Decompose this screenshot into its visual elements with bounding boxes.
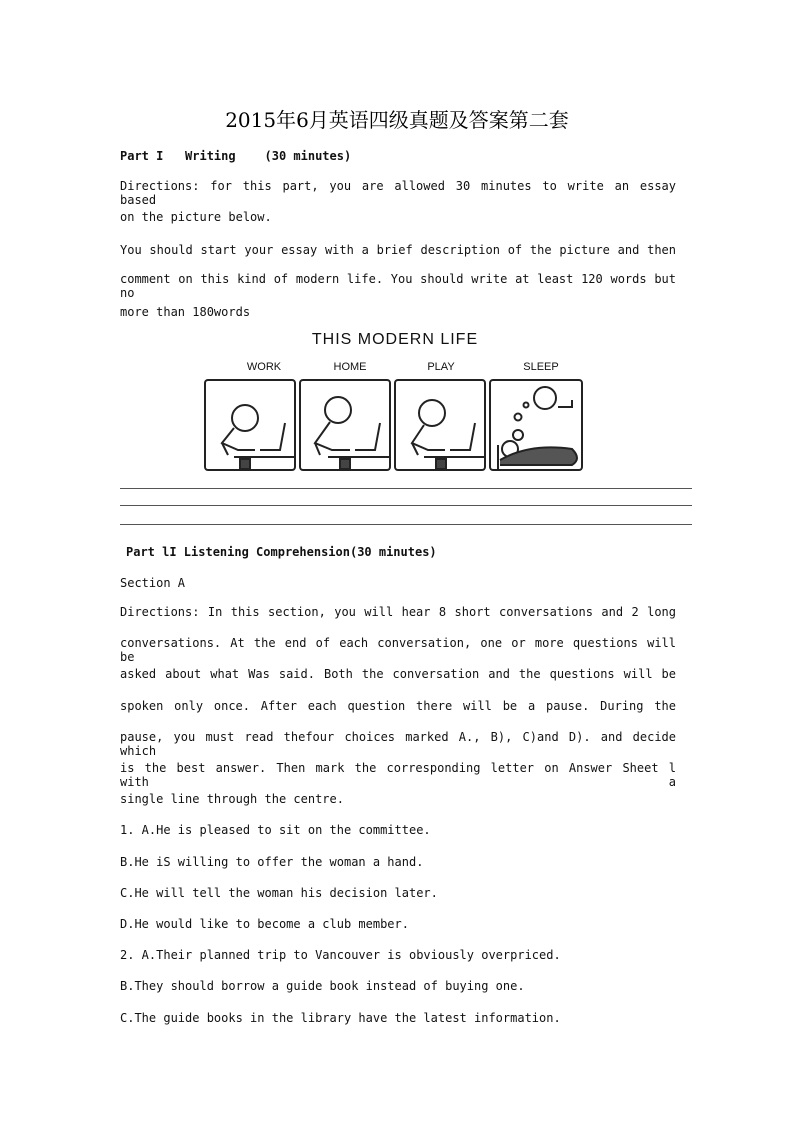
question-1-option-b: B.He iS willing to offer the woman a hand. xyxy=(120,855,424,869)
panel-label-play: PLAY xyxy=(427,361,455,373)
directions-2-line-2: comment on this kind of modern life. You should write at least 120 words but no xyxy=(120,272,676,300)
directions-3-line-3: asked about what Was said. Both the conversation and the questions will be xyxy=(120,667,676,681)
question-1-option-a: 1. A.He is pleased to sit on the committee. xyxy=(120,823,431,837)
this-modern-life-comic xyxy=(200,325,590,480)
panel-label-work: WORK xyxy=(246,361,282,373)
panel-sleep xyxy=(490,380,582,470)
directions-3-line-2: conversations. At the end of each conversation, one or more questions will be xyxy=(120,636,676,664)
directions-3-line-1: Directions: In this section, you will hear 8 short conversations and 2 long xyxy=(120,605,676,619)
directions-2-line-3: more than 180words xyxy=(120,305,251,319)
panel-play xyxy=(395,380,485,470)
panel-work xyxy=(205,380,295,470)
writing-line-1 xyxy=(120,488,692,489)
directions-2-line-1: You should start your essay with a brief description of the picture and then xyxy=(120,243,676,257)
section-a-heading: Section A xyxy=(120,576,186,590)
document-title: 2015年6月英语四级真题及答案第二套 xyxy=(225,108,569,132)
question-1-option-c: C.He will tell the woman his decision later. xyxy=(120,886,438,900)
directions-1-line-1: Directions: for this part, you are allowed 30 minutes to write an essay based xyxy=(120,179,676,207)
directions-3-line-7: single line through the centre. xyxy=(120,792,344,806)
directions-3-line-5: pause, you must read thefour choices marked A., B), C)and D). and decide which xyxy=(120,730,676,758)
question-2-option-c: C.The guide books in the library have the latest information. xyxy=(120,1011,561,1025)
panel-home xyxy=(300,380,390,470)
writing-line-3 xyxy=(120,524,692,525)
panel-label-home: HOME xyxy=(333,361,367,373)
directions-3-line-6: is the best answer. Then mark the corresponding letter on Answer Sheet l with a xyxy=(120,761,676,789)
part2-heading: Part lI Listening Comprehension(30 minutes) xyxy=(126,545,437,559)
panel-label-sleep: SLEEP xyxy=(523,361,559,373)
comic-title: THIS MODERN LIFE xyxy=(311,331,479,348)
question-2-option-b: B.They should borrow a guide book instead of buying one. xyxy=(120,979,525,993)
question-1-option-d: D.He would like to become a club member. xyxy=(120,917,409,931)
question-2-option-a: 2. A.Their planned trip to Vancouver is obviously overpriced. xyxy=(120,948,561,962)
part1-heading: Part I Writing (30 minutes) xyxy=(120,149,352,163)
directions-1-line-2: on the picture below. xyxy=(120,210,272,224)
writing-line-2 xyxy=(120,505,692,506)
directions-3-line-4: spoken only once. After each question there will be a pause. During the xyxy=(120,699,676,713)
